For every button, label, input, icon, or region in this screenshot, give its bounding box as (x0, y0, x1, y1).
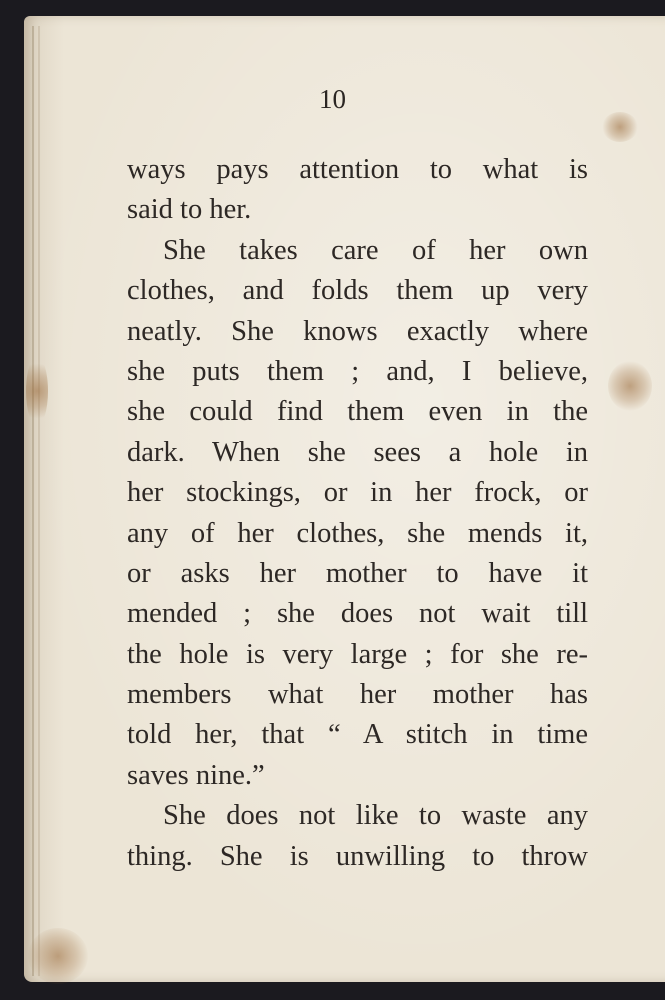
text-line: clothes, and folds them up very (127, 275, 588, 307)
foxing-stain-right (608, 361, 652, 411)
text-line: She takes care of her own (163, 234, 588, 266)
text-line: neatly. She knows exactly where (127, 315, 588, 347)
foxing-stain-left (26, 356, 48, 426)
page-number: 10 (319, 84, 346, 114)
text-line: saves nine.” (127, 759, 265, 791)
text-line: she could find them even in the (127, 396, 588, 428)
foxing-stain-top-right (602, 112, 638, 142)
text-line: she puts them ; and, I believe, (127, 355, 588, 387)
text-line: said to her. (127, 194, 252, 226)
text-line: or asks her mother to have it (127, 557, 588, 589)
text-line: her stockings, or in her frock, or (127, 477, 588, 509)
foxing-stain-bottom-left (28, 928, 88, 984)
text-line: ways pays attention to what is (127, 154, 588, 185)
page-edge-shadow (32, 26, 34, 976)
text-line: the hole is very large ; for she re- (127, 638, 588, 670)
text-line: members what her mother has (127, 679, 588, 711)
text-line: told her, that “ A stitch in time (127, 719, 588, 751)
text-line: thing. She is unwilling to throw (127, 840, 588, 872)
page-edge-shadow-inner (38, 26, 40, 976)
text-line: any of her clothes, she mends it, (127, 517, 588, 549)
text-line: She does not like to waste any (163, 800, 588, 832)
text-line: mended ; she does not wait till (127, 598, 588, 630)
body-text (127, 150, 588, 877)
text-line: dark. When she sees a hole in (127, 436, 588, 468)
